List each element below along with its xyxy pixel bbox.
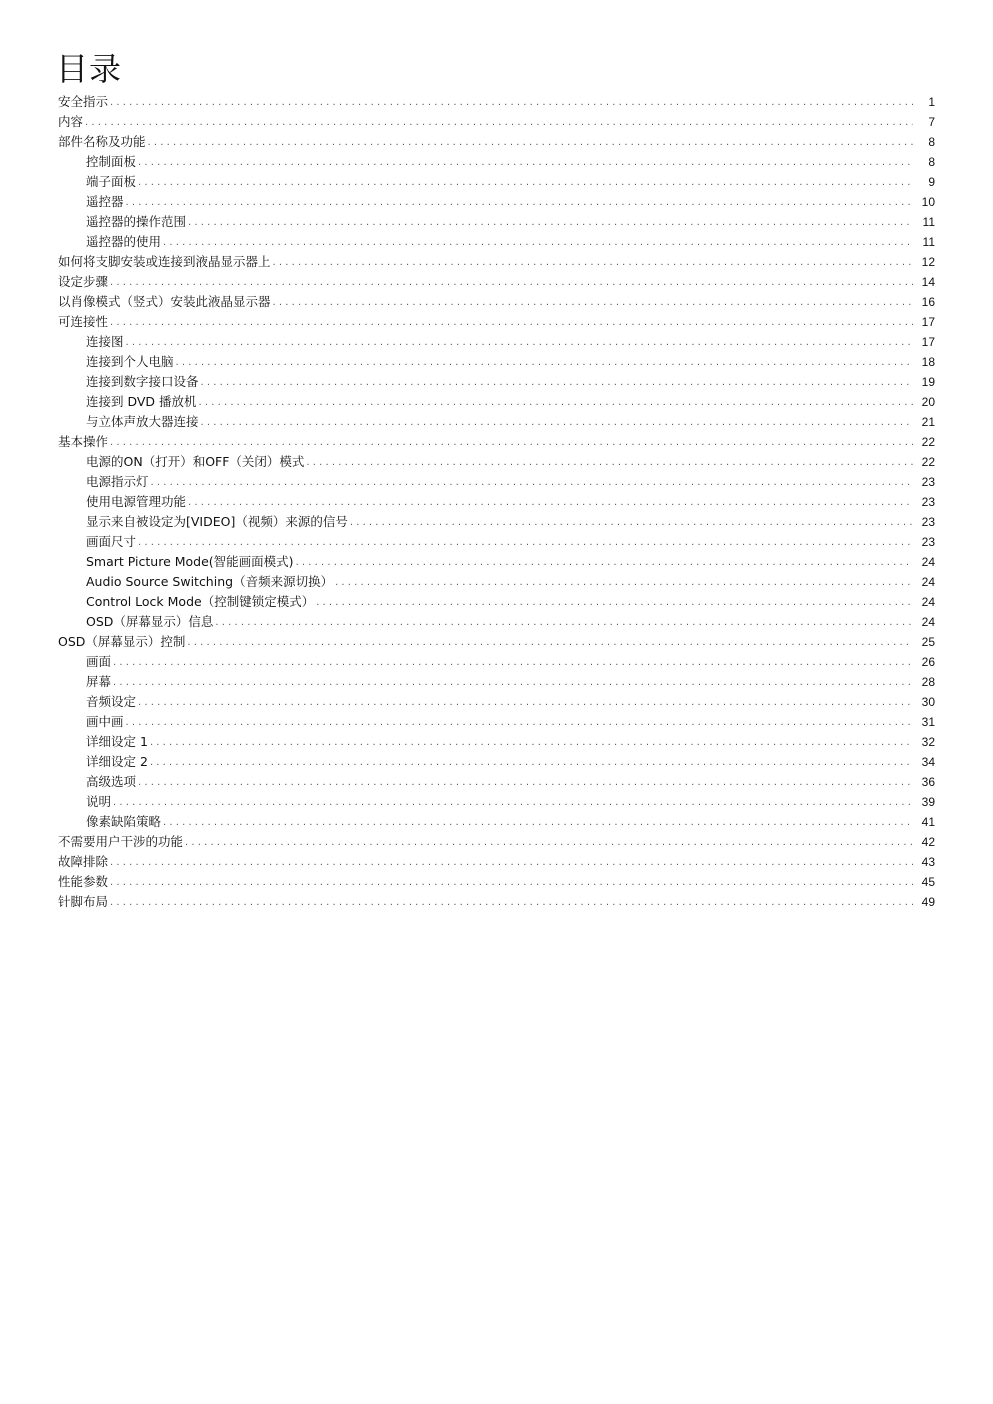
toc-entry[interactable] — [58, 732, 935, 752]
toc-entry-label: 连接到数字接口设备 — [86, 374, 199, 389]
toc-entry-label: 连接到 DVD 播放机 — [86, 394, 197, 409]
toc-entry-label: 以肖像模式（竖式）安装此液晶显示器 — [58, 294, 271, 309]
toc-entry-label: 设定步骤 — [58, 274, 109, 289]
toc-entry-page-number: 49 — [921, 895, 935, 909]
toc-entry-label: 针脚布局 — [58, 894, 109, 909]
toc-entry[interactable] — [58, 812, 935, 832]
toc-entry-page-number: 20 — [921, 395, 935, 409]
toc-entry-label: 详细设定 2 — [86, 754, 148, 769]
toc-entry-label: OSD（屏幕显示）信息 — [86, 614, 214, 629]
toc-entry[interactable] — [58, 412, 935, 432]
toc-entry[interactable] — [58, 792, 935, 812]
dot-leader — [188, 493, 913, 512]
dot-leader — [138, 773, 913, 792]
toc-entry[interactable] — [58, 132, 935, 152]
toc-entry-label: 性能参数 — [58, 874, 109, 889]
toc-entry-label: 部件名称及功能 — [58, 134, 146, 149]
toc-entry-label: 电源的ON（打开）和OFF（关闭）模式 — [86, 454, 305, 469]
toc-entry[interactable] — [58, 632, 935, 652]
toc-entry-label: 电源指示灯 — [86, 474, 149, 489]
toc-entry-page-number: 31 — [921, 715, 935, 729]
toc-entry-page-number: 24 — [921, 615, 935, 629]
dot-leader — [215, 613, 913, 632]
dot-leader — [85, 113, 913, 132]
toc-entry-page-number: 11 — [922, 235, 935, 249]
toc-entry[interactable] — [58, 532, 935, 552]
dot-leader — [110, 893, 913, 912]
toc-entry-page-number: 36 — [921, 775, 935, 789]
toc-entry-page-number: 22 — [921, 435, 935, 449]
toc-entry-page-number: 24 — [921, 555, 935, 569]
toc-entry-page-number: 34 — [921, 755, 935, 769]
toc-entry[interactable] — [58, 612, 935, 632]
toc-entry[interactable] — [58, 212, 935, 232]
toc-entry[interactable] — [58, 752, 935, 772]
dot-leader — [273, 293, 913, 312]
toc-entry-label: 遥控器的使用 — [86, 234, 162, 249]
toc-entry[interactable] — [58, 92, 935, 112]
toc-entry[interactable] — [58, 452, 935, 472]
toc-entry[interactable] — [58, 692, 935, 712]
dot-leader — [138, 153, 913, 172]
dot-leader — [188, 213, 913, 232]
dot-leader — [150, 753, 913, 772]
toc-entry[interactable] — [58, 552, 935, 572]
toc-entry-label: 与立体声放大器连接 — [86, 414, 199, 429]
toc-entry-label: 画面尺寸 — [86, 534, 137, 549]
toc-entry[interactable] — [58, 312, 935, 332]
dot-leader — [126, 193, 913, 212]
dot-leader — [110, 93, 913, 112]
toc-entry-label: 可连接性 — [58, 314, 109, 329]
toc-entry-page-number: 1 — [928, 95, 935, 109]
dot-leader — [201, 413, 913, 432]
toc-entry-label: 音频设定 — [86, 694, 137, 709]
toc-entry-page-number: 30 — [921, 695, 935, 709]
toc-entry[interactable] — [58, 372, 935, 392]
toc-entry-page-number: 43 — [921, 855, 935, 869]
toc-entry-page-number: 18 — [921, 355, 935, 369]
toc-entry[interactable] — [58, 432, 935, 452]
toc-entry-label: 像素缺陷策略 — [86, 814, 162, 829]
toc-entry-page-number: 42 — [921, 835, 935, 849]
toc-entry-page-number: 45 — [921, 875, 935, 889]
toc-entry-page-number: 11 — [922, 215, 935, 229]
toc-entry-label: 画中画 — [86, 714, 124, 729]
toc-entry-label: 画面 — [86, 654, 112, 669]
dot-leader — [163, 813, 913, 832]
dot-leader — [138, 533, 913, 552]
toc-entry-page-number: 25 — [921, 635, 935, 649]
toc-entry[interactable] — [58, 712, 935, 732]
dot-leader — [138, 693, 913, 712]
toc-entry-label: 遥控器的操作范围 — [86, 214, 187, 229]
toc-entry[interactable] — [58, 892, 935, 912]
page-title: 目录 — [56, 50, 123, 88]
toc-entry-page-number: 8 — [928, 155, 935, 169]
toc-entry-label: 安全指示 — [58, 94, 109, 109]
dot-leader — [199, 393, 913, 412]
toc-entry[interactable] — [58, 232, 935, 252]
toc-entry[interactable] — [58, 652, 935, 672]
toc-entry[interactable] — [58, 852, 935, 872]
toc-entry-label: 详细设定 1 — [86, 734, 148, 749]
toc-entry-label: 控制面板 — [86, 154, 137, 169]
toc-entry-page-number: 23 — [921, 535, 935, 549]
toc-entry[interactable] — [58, 392, 935, 412]
toc-entry-label: 连接到个人电脑 — [86, 354, 174, 369]
table-of-contents — [58, 92, 935, 912]
toc-entry[interactable] — [58, 512, 935, 532]
dot-leader — [126, 333, 913, 352]
toc-entry[interactable] — [58, 772, 935, 792]
toc-entry-page-number: 7 — [928, 115, 935, 129]
toc-entry-page-number: 23 — [921, 475, 935, 489]
toc-entry-label: 遥控器 — [86, 194, 124, 209]
toc-entry[interactable] — [58, 252, 935, 272]
toc-entry-page-number: 26 — [921, 655, 935, 669]
toc-entry-label: 如何将支脚安装或连接到液晶显示器上 — [58, 254, 271, 269]
dot-leader — [126, 713, 913, 732]
toc-entry-page-number: 23 — [921, 515, 935, 529]
dot-leader — [148, 133, 913, 152]
toc-entry-page-number: 24 — [921, 575, 935, 589]
toc-entry-label: Smart Picture Mode(智能画面模式) — [86, 554, 294, 569]
toc-entry-page-number: 32 — [921, 735, 935, 749]
dot-leader — [113, 673, 913, 692]
dot-leader — [110, 433, 913, 452]
toc-entry-label: 说明 — [86, 794, 112, 809]
toc-entry-label: 连接图 — [86, 334, 124, 349]
toc-entry[interactable] — [58, 112, 935, 132]
dot-leader — [150, 733, 913, 752]
toc-entry-label: 不需要用户干涉的功能 — [58, 834, 184, 849]
toc-entry[interactable] — [58, 192, 935, 212]
dot-leader — [350, 513, 913, 532]
toc-entry-page-number: 41 — [921, 815, 935, 829]
toc-entry-page-number: 9 — [928, 175, 935, 189]
dot-leader — [273, 253, 913, 272]
toc-entry-page-number: 17 — [921, 335, 935, 349]
dot-leader — [113, 793, 913, 812]
toc-entry-label: 内容 — [58, 114, 84, 129]
dot-leader — [296, 553, 913, 572]
dot-leader — [306, 453, 913, 472]
dot-leader — [187, 633, 913, 652]
toc-entry[interactable] — [58, 172, 935, 192]
toc-entry-page-number: 39 — [921, 795, 935, 809]
toc-entry-page-number: 8 — [928, 135, 935, 149]
toc-entry-label: OSD（屏幕显示）控制 — [58, 634, 186, 649]
dot-leader — [110, 853, 913, 872]
toc-entry-page-number: 21 — [921, 415, 935, 429]
toc-entry-page-number: 19 — [921, 375, 935, 389]
dot-leader — [151, 473, 913, 492]
toc-entry-page-number: 23 — [921, 495, 935, 509]
toc-entry-label: 基本操作 — [58, 434, 109, 449]
toc-entry-label: 端子面板 — [86, 174, 137, 189]
toc-entry[interactable] — [58, 572, 935, 592]
toc-entry[interactable] — [58, 152, 935, 172]
toc-entry-label: 高级选项 — [86, 774, 137, 789]
toc-entry-label: 显示来自被设定为[VIDEO]（视频）来源的信号 — [86, 514, 348, 529]
toc-entry-page-number: 22 — [921, 455, 935, 469]
toc-entry-page-number: 17 — [921, 315, 935, 329]
dot-leader — [316, 593, 913, 612]
dot-leader — [163, 233, 913, 252]
dot-leader — [113, 653, 913, 672]
dot-leader — [185, 833, 913, 852]
toc-entry[interactable] — [58, 472, 935, 492]
toc-entry-page-number: 16 — [921, 295, 935, 309]
dot-leader — [176, 353, 913, 372]
toc-page — [58, 48, 935, 912]
toc-entry-page-number: 24 — [921, 595, 935, 609]
toc-entry-label: Audio Source Switching（音频来源切换） — [86, 574, 334, 589]
toc-entry-label: Control Lock Mode（控制键锁定模式） — [86, 594, 315, 609]
toc-entry[interactable] — [58, 832, 935, 852]
dot-leader — [110, 873, 913, 892]
toc-entry[interactable] — [58, 292, 935, 312]
dot-leader — [201, 373, 913, 392]
toc-entry[interactable] — [58, 872, 935, 892]
dot-leader — [335, 573, 913, 592]
toc-entry-label: 故障排除 — [58, 854, 109, 869]
toc-entry-page-number: 28 — [921, 675, 935, 689]
toc-entry-label: 屏幕 — [86, 674, 112, 689]
toc-entry-page-number: 12 — [921, 255, 935, 269]
toc-entry[interactable] — [58, 592, 935, 612]
dot-leader — [110, 273, 913, 292]
toc-entry-label: 使用电源管理功能 — [86, 494, 187, 509]
toc-entry[interactable] — [58, 672, 935, 692]
dot-leader — [138, 173, 913, 192]
toc-entry[interactable] — [58, 352, 935, 372]
toc-entry[interactable] — [58, 492, 935, 512]
dot-leader — [110, 313, 913, 332]
toc-entry-page-number: 10 — [921, 195, 935, 209]
toc-entry[interactable] — [58, 272, 935, 292]
toc-entry-page-number: 14 — [921, 275, 935, 289]
toc-entry[interactable] — [58, 332, 935, 352]
